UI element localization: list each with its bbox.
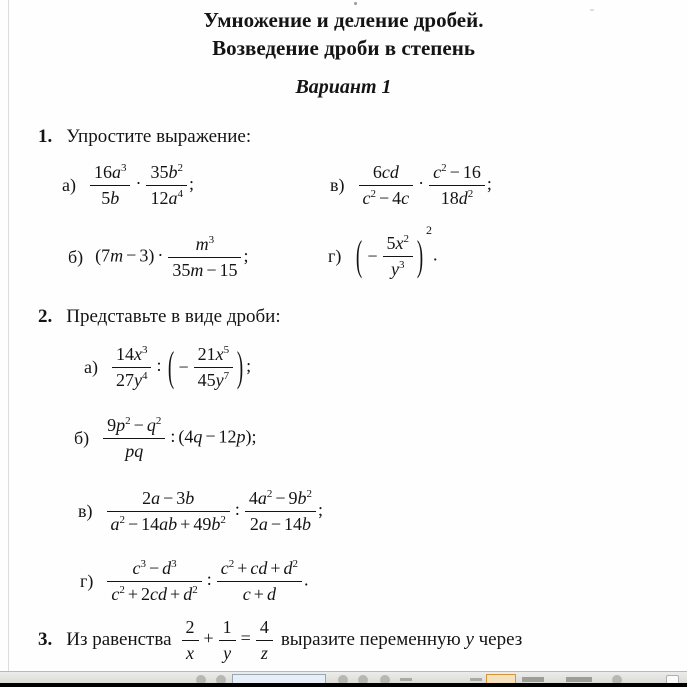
worksheet-title [0,6,687,62]
item-label: б) [74,427,90,448]
scan-speck [354,2,357,5]
problem-1-number: 1. [38,126,53,147]
item-label: г) [328,245,342,266]
item-label: г) [80,570,94,591]
problem-1-item-a [62,148,194,222]
problem-2-item-g [80,544,309,618]
math-expression: ( − $\frac{5x^2}{y^3}$ ) 2 . [356,222,438,279]
variant-heading: Вариант 1 [295,76,392,98]
tray-item-fragment[interactable] [566,677,592,682]
math-expression: (7m − 3) · $\frac{m^3}{35m - 15}$ ; [95,233,249,280]
screen-bottom-edge [0,683,687,687]
taskbar-item-fragment[interactable] [400,678,412,681]
title-line-2: Возведение дроби в степень [212,36,475,60]
math-expression: $\frac{14x^3}{27y^4}$ : ( − $\frac{21x^5}{45y^7}$ ) ; [110,344,251,390]
problem-2-item-b [74,406,256,470]
problem-1-item-b [68,222,248,292]
tray-item-fragment[interactable] [522,677,544,682]
problem-3-number: 3. [38,629,53,650]
item-label: а) [62,174,76,195]
problem-2-item-v [78,474,323,548]
item-label: а) [84,356,98,377]
problem-3-prefix: Из равенства [66,629,172,650]
math-expression: $\frac{6cd}{c^2 - 4c}$ · $\frac{c^2 - 16}{18d^2}$ ; [357,162,492,208]
problem-3-line [38,610,522,670]
item-label: б) [68,246,84,267]
problem-2-item-a [84,330,251,404]
problem-3-suffix: выразите переменную y через [280,629,523,650]
page-edge-line [8,0,9,671]
problem-2-header [38,306,281,328]
math-expression: $\frac{2}{x}$ + $\frac{1}{y}$ = $\frac{4}{z}$ [180,617,275,663]
problem-2-prompt: Представьте в виде дроби: [66,306,281,327]
math-expression: $\frac{2a - 3b}{a^2 - 14ab + 49b^2}$ : $\frac{4a^2 - 9b^2}{2a - 14b}$ ; [105,488,324,534]
taskbar-item-fragment[interactable] [470,678,482,681]
title-line-1: Умножение и деление дробей. [203,8,484,32]
item-label: в) [330,174,345,195]
problem-1-header [38,126,251,148]
problem-1-item-g [328,210,438,302]
math-expression: $\frac{9p^2 - q^2}{pq}$ : (4q − 12p); [101,415,256,461]
math-expression: $\frac{c^3 - d^3}{c^2 + 2cd + d^2}$ : $\frac{c^2 + cd + d^2}{c + d}$ . [105,558,308,604]
problem-2-number: 2. [38,306,53,327]
math-expression: $\frac{16a^3}{5b}$ · $\frac{35b^2}{12a^4}$ ; [88,162,194,208]
item-label: в) [78,500,93,521]
problem-1-prompt: Упростите выражение: [66,126,252,147]
